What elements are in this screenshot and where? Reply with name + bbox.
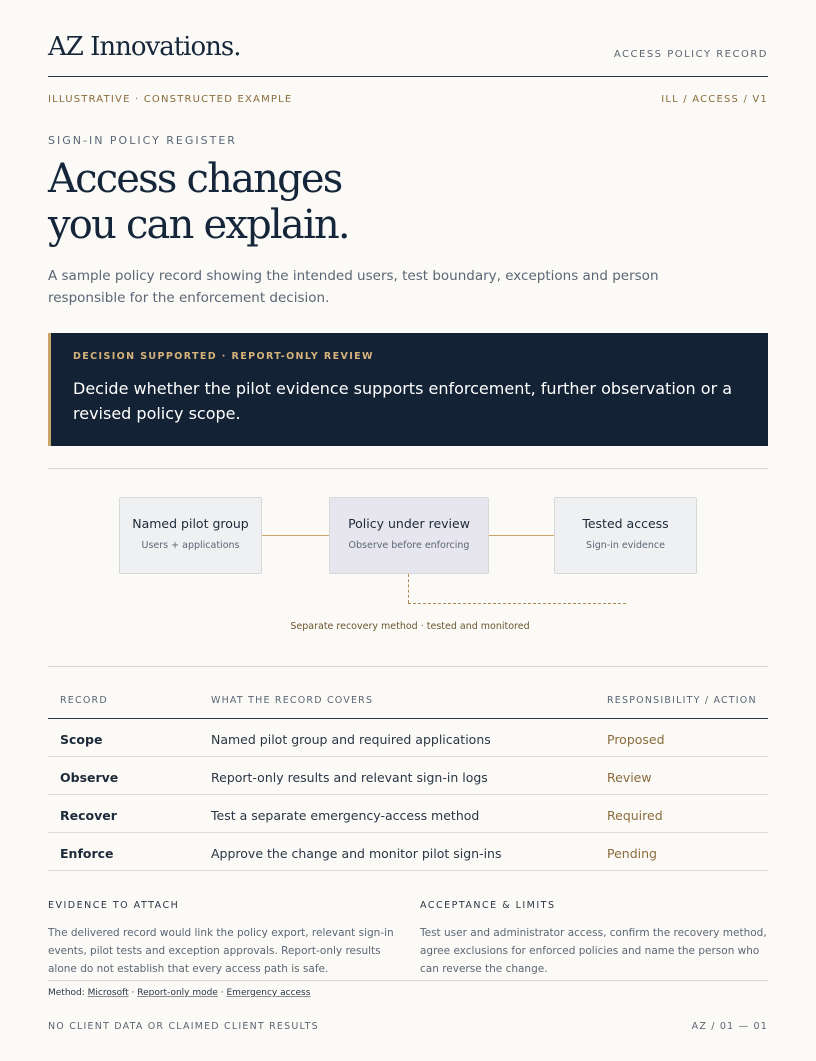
method-separator: · — [128, 988, 138, 998]
acceptance-text: Test user and administrator access, confirm the recovery method, agree exclusions for enforced policies and name the person who can reverse the change. — [420, 927, 767, 975]
header-record: RECORD — [60, 695, 108, 706]
record-label: ACCESS POLICY RECORD — [613, 49, 768, 60]
row-covers: Report-only results and relevant sign-in logs — [211, 770, 488, 785]
page-title — [48, 156, 508, 248]
footer-disclaimer: NO CLIENT DATA OR CLAIMED CLIENT RESULTS — [48, 1021, 319, 1032]
callout-text: Decide whether the pilot evidence supports enforcement, further observation or a revised policy scope. — [73, 379, 733, 423]
table-header — [48, 682, 768, 719]
divider — [48, 980, 768, 981]
row-action: Review — [607, 770, 652, 785]
record-table — [48, 682, 768, 871]
hero-eyebrow: SIGN-IN POLICY REGISTER — [48, 134, 237, 147]
method-separator: · — [217, 988, 227, 998]
header-covers: WHAT THE RECORD COVERS — [211, 695, 374, 706]
headline-line-1: Access changes — [48, 156, 342, 202]
diagram-box-tested-access — [554, 497, 697, 574]
method-line — [48, 988, 310, 998]
box-title: Named pilot group — [132, 516, 249, 531]
row-action: Pending — [607, 846, 657, 861]
row-covers: Named pilot group and required applications — [211, 732, 491, 747]
box-subtitle: Users + applications — [141, 540, 240, 551]
recovery-connector-horizontal — [408, 603, 626, 604]
diagram-connector — [489, 535, 554, 536]
method-prefix: Method: — [48, 988, 88, 998]
footer-page-number: AZ / 01 — 01 — [691, 1021, 768, 1032]
row-action: Proposed — [607, 732, 665, 747]
divider — [48, 666, 768, 667]
row-action: Required — [607, 808, 663, 823]
table-row — [48, 833, 768, 871]
evidence-heading: EVIDENCE TO ATTACH — [48, 900, 180, 911]
brand-logo: AZ Innovations. — [48, 32, 241, 62]
table-row — [48, 757, 768, 795]
box-subtitle: Observe before enforcing — [348, 540, 470, 551]
evidence-text: The delivered record would link the policy export, relevant sign-in events, pilot tests and exception approvals. Report-only results alone do not establish that every access path is safe. — [48, 927, 394, 975]
headline-line-2: you can explain. — [48, 202, 349, 248]
box-title: Tested access — [582, 516, 669, 531]
diagram-box-pilot-group — [119, 497, 262, 574]
diagram-connector — [262, 535, 329, 536]
header-rule — [48, 76, 768, 77]
header-action: RESPONSIBILITY / ACTION — [607, 695, 757, 706]
row-covers: Test a separate emergency-access method — [211, 808, 480, 823]
decision-callout — [48, 333, 768, 446]
box-title: Policy under review — [348, 516, 470, 531]
row-record: Scope — [60, 732, 103, 747]
box-subtitle: Sign-in evidence — [586, 540, 665, 551]
row-record: Enforce — [60, 846, 114, 861]
page — [48, 0, 768, 1061]
lede: A sample policy record showing the intended users, test boundary, exceptions and person responsible for the enforcement decision. — [48, 268, 659, 306]
meta-right: ILL / ACCESS / V1 — [661, 94, 768, 105]
recovery-note: Separate recovery method · tested and monitored — [290, 621, 530, 632]
method-link-emergency-access[interactable]: Emergency access — [226, 988, 311, 998]
acceptance-heading: ACCEPTANCE & LIMITS — [420, 900, 556, 911]
row-record: Recover — [60, 808, 117, 823]
divider — [48, 468, 768, 469]
table-row — [48, 719, 768, 757]
row-covers: Approve the change and monitor pilot sign-ins — [211, 846, 502, 861]
recovery-connector-vertical — [408, 574, 409, 603]
table-row — [48, 795, 768, 833]
meta-left: ILLUSTRATIVE · CONSTRUCTED EXAMPLE — [48, 94, 293, 105]
row-record: Observe — [60, 770, 119, 785]
method-link-microsoft[interactable]: Microsoft — [87, 988, 129, 998]
method-link-report-only[interactable]: Report-only mode — [137, 988, 218, 998]
diagram-box-policy-review — [329, 497, 489, 574]
callout-eyebrow: DECISION SUPPORTED · REPORT-ONLY REVIEW — [73, 351, 374, 362]
